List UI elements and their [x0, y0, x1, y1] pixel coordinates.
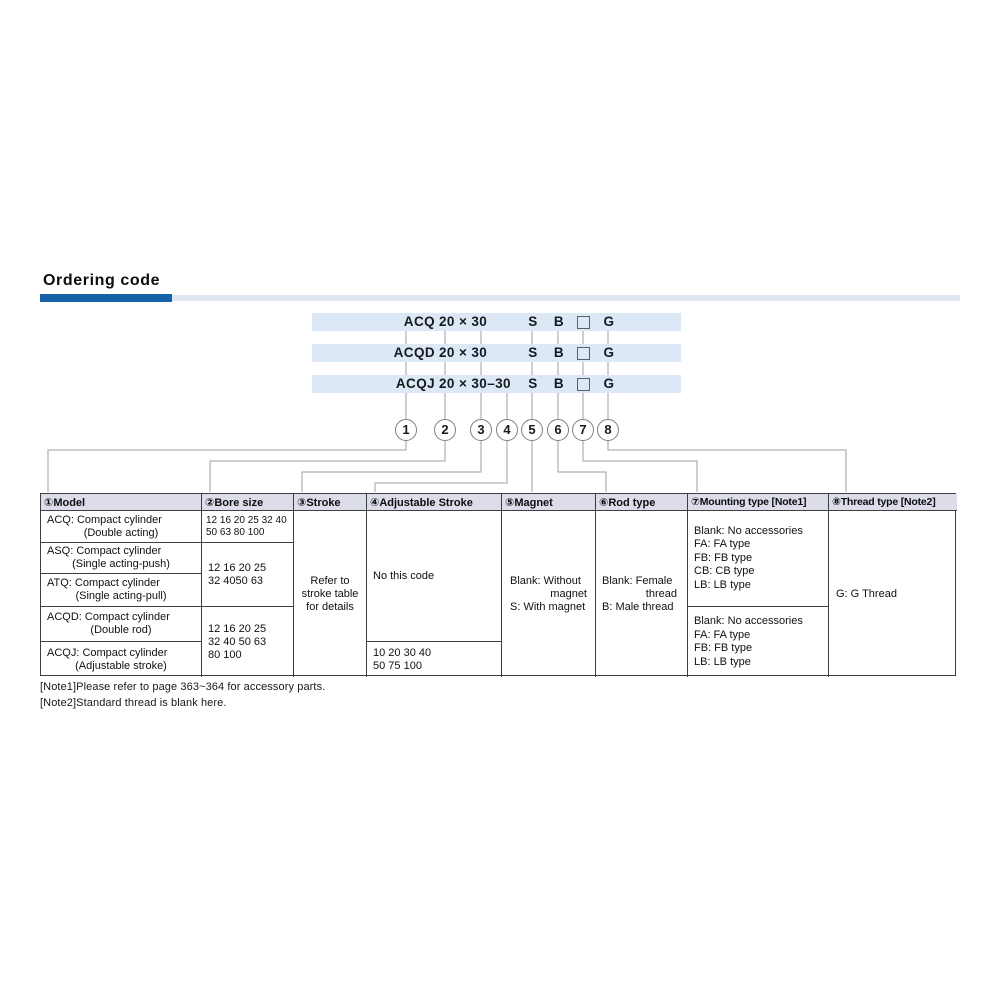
cell-line: 32 40 50 63: [208, 635, 267, 648]
cell-line: 12 16 20 25 32 40: [206, 514, 287, 526]
position-marker-3: 3: [470, 419, 492, 441]
code-row-acqj: [312, 375, 681, 393]
cell-line: magnet: [550, 587, 587, 600]
note-2: [Note2]Standard thread is blank here.: [40, 697, 227, 709]
cell-line: ACQD: Compact cylinder: [47, 611, 170, 623]
cell-thread-type: [829, 511, 957, 677]
cell-line: LB: LB type: [694, 578, 751, 591]
cell-line: Blank: No accessories: [694, 524, 803, 537]
cell-line: thread: [645, 587, 677, 600]
position-marker-7: 7: [572, 419, 594, 441]
cell-bore-asq-atq: [202, 543, 294, 607]
cell-model-asq: [41, 543, 202, 574]
cell-adjustable-top: [367, 511, 502, 642]
cell-line: (Single acting-push): [72, 558, 170, 570]
header-stroke: ③Stroke: [294, 494, 367, 511]
ordering-code-table: [40, 493, 956, 676]
header-thread-type: ⑧Thread type [Note2]: [829, 494, 957, 511]
cell-model-acq: [41, 511, 202, 543]
cell-adjustable-bottom: [367, 642, 502, 677]
position-marker-5: 5: [521, 419, 543, 441]
cell-stroke: [294, 511, 367, 677]
cell-line: (Adjustable stroke): [75, 659, 167, 672]
header-magnet: ⑤Magnet: [502, 494, 596, 511]
cell-line: B: Male thread: [602, 600, 674, 613]
note-1: [Note1]Please refer to page 363~364 for accessory parts.: [40, 681, 326, 693]
position-marker-4: 4: [496, 419, 518, 441]
position-marker-6: 6: [547, 419, 569, 441]
code-row-acq: [312, 313, 681, 331]
code-rod: B: [553, 345, 565, 360]
code-magnet: S: [528, 345, 538, 360]
cell-line: FA: FA type: [694, 628, 751, 641]
cell-line: FA: FA type: [694, 538, 751, 551]
cell-line: ACQ: Compact cylinder: [47, 513, 162, 526]
blank-box-icon: [577, 316, 590, 329]
cell-line: 50 75 100: [373, 659, 422, 672]
code-model: ACQ: [403, 314, 435, 329]
cell-line: No this code: [373, 569, 435, 582]
code-magnet: S: [528, 314, 538, 329]
title-underline-light: [172, 295, 960, 301]
code-thread: G: [603, 376, 615, 391]
cell-line: (Double rod): [90, 624, 152, 636]
code-thread: G: [603, 314, 615, 329]
cell-line: Refer to: [310, 574, 350, 587]
code-rod: B: [553, 376, 565, 391]
code-magnet: S: [528, 376, 538, 391]
code-size: 20 × 30–30: [439, 376, 511, 391]
cell-rod-type: [596, 511, 688, 677]
position-marker-8: 8: [597, 419, 619, 441]
blank-box-icon: [577, 378, 590, 391]
cell-line: Blank: No accessories: [694, 615, 803, 627]
cell-line: ACQJ: Compact cylinder: [47, 646, 168, 659]
code-row-acqd: [312, 344, 681, 362]
cell-line: G: G Thread: [836, 587, 897, 600]
header-rod-type: ⑥Rod type: [596, 494, 688, 511]
cell-line: LB: LB type: [694, 655, 751, 668]
cell-model-acqj: [41, 642, 202, 677]
cell-line: stroke table: [301, 587, 359, 600]
code-model: ACQD: [393, 345, 435, 360]
cell-line: ATQ: Compact cylinder: [47, 577, 160, 589]
cell-line: Blank: Without: [510, 574, 581, 587]
cell-line: Blank: Female: [602, 574, 673, 587]
header-bore-size: ②Bore size: [202, 494, 294, 511]
cell-mounting-top: [688, 511, 829, 607]
title-underline-dark: [40, 294, 172, 302]
cell-line: FB: FB type: [694, 551, 753, 564]
code-rod: B: [553, 314, 565, 329]
cell-line: (Double acting): [83, 526, 159, 539]
page-title: Ordering code: [43, 272, 161, 289]
cell-bore-acqd-acqj: [202, 607, 294, 677]
cell-line: FB: FB type: [694, 642, 753, 654]
code-model: ACQJ: [395, 376, 435, 391]
cell-line: (Single acting-pull): [75, 590, 167, 602]
cell-line: 50 63 80 100: [206, 526, 265, 538]
header-model: ①Model: [41, 494, 202, 511]
cell-line: ASQ: Compact cylinder: [47, 545, 162, 557]
position-marker-2: 2: [434, 419, 456, 441]
cell-line: for details: [306, 600, 354, 613]
code-thread: G: [603, 345, 615, 360]
cell-mounting-bottom: [688, 607, 829, 677]
cell-line: 12 16 20 25: [208, 561, 267, 574]
cell-line: 80 100: [208, 648, 242, 661]
cell-line: CB: CB type: [694, 565, 755, 578]
cell-model-atq: [41, 574, 202, 607]
cell-line: 32 4050 63: [208, 574, 264, 587]
position-marker-1: 1: [395, 419, 417, 441]
cell-line: S: With magnet: [510, 600, 586, 613]
header-adjustable-stroke: ④Adjustable Stroke: [367, 494, 502, 511]
cell-model-acqd: [41, 607, 202, 642]
code-size: 20 × 30: [439, 345, 488, 360]
blank-box-icon: [577, 347, 590, 360]
cell-line: 12 16 20 25: [208, 622, 267, 635]
cell-line: 10 20 30 40: [373, 646, 432, 659]
cell-bore-acq: [202, 511, 294, 543]
header-mounting-type: ⑦Mounting type [Note1]: [688, 494, 829, 511]
code-size: 20 × 30: [439, 314, 488, 329]
cell-magnet: [502, 511, 596, 677]
